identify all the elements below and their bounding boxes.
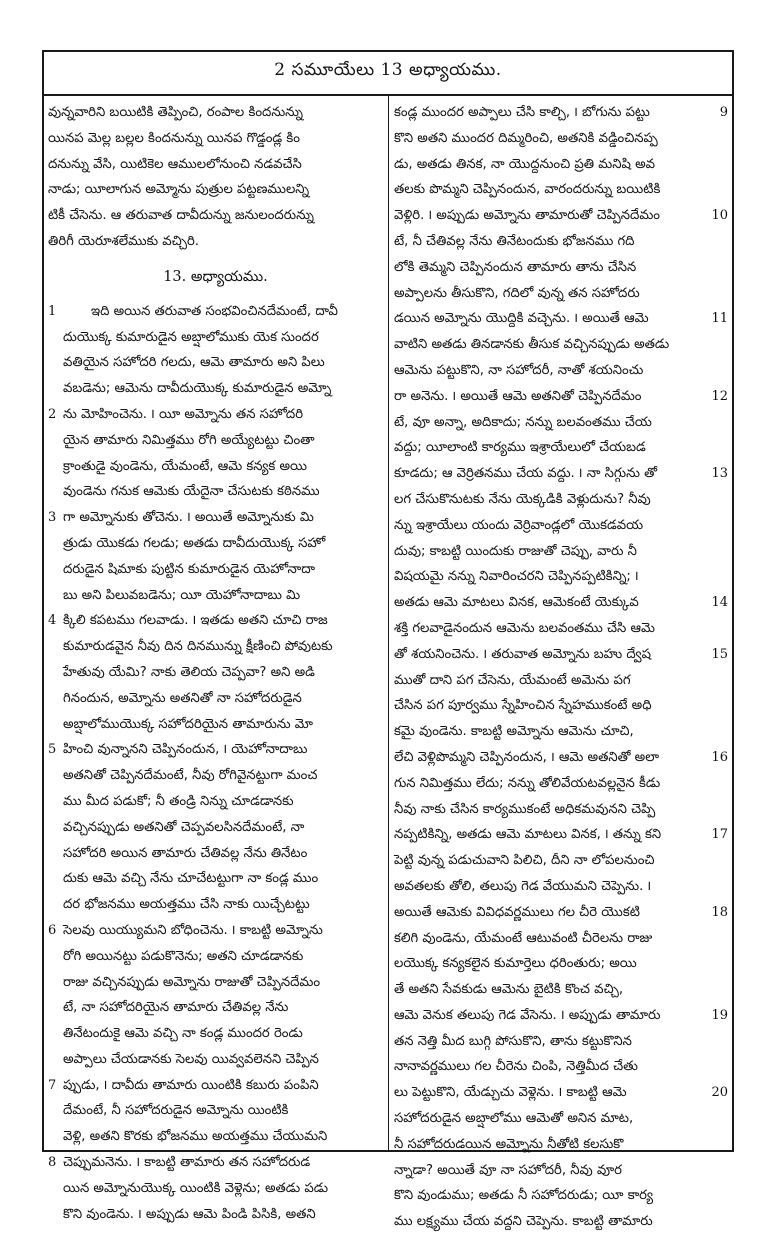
text-line: నాడు; యీలాగున అమ్మోను పుత్రుల పట్టణములన్ని — [48, 182, 310, 198]
text-line — [394, 771, 728, 797]
text-line — [394, 152, 728, 178]
verse-text: తన నెత్తి మీద బుగ్గి పోసుకొని, తాను కట్టుకొనిన — [394, 1033, 632, 1049]
verse-text: గా అమ్నోనుకు తోచెను. ౹ అయితే అమ్నోనుకు మి — [63, 510, 314, 526]
verse-number: 17 — [709, 822, 728, 848]
text-line — [48, 763, 383, 789]
verse-number: 1 — [48, 303, 57, 319]
text-line — [48, 686, 383, 712]
text-line — [394, 435, 728, 461]
verse-text: లోకి తెమ్మని చెప్పినందున తామారు తాను చేసిన — [394, 259, 637, 275]
text-line — [394, 358, 728, 384]
verse-text: విషయమై నన్ను నివారించరని చెప్పినప్పటికిన్ని; ౹ — [394, 569, 639, 585]
text-line — [394, 306, 728, 332]
verse-number: 10 — [709, 203, 728, 229]
text-line — [48, 660, 383, 686]
text-line — [394, 1080, 728, 1106]
text-line — [48, 608, 383, 634]
text-line: యినప మెల్ల బల్లల కిందనున్ను యినప గొడ్డండ్ల కిం — [48, 130, 300, 146]
text-line — [394, 1132, 728, 1158]
verse-number: 15 — [709, 642, 728, 668]
text-line — [48, 325, 383, 351]
text-line — [48, 479, 383, 505]
verse-text: డు, అతడు తినక, నా యొద్దనుంచి ప్రతి మనిషి అవ — [394, 156, 656, 172]
text-line — [394, 822, 728, 848]
text-line — [48, 402, 383, 428]
text-line — [48, 1073, 383, 1099]
verse-text: హించి వున్నానని చెప్పినందున, ౹ యెహోనాదాబు — [63, 742, 308, 758]
verse-text: నప్పటికిన్ని, అతడు ఆమె మాటలు వినక, ౹ తన్ను కని — [394, 827, 662, 843]
text-line — [48, 1098, 383, 1124]
text-line — [394, 487, 728, 513]
verse-text: కలిగి వుండెను, యేమంటే ఆటువంటి చీరెలను రాజు — [394, 930, 653, 946]
verse-text: గున నిమిత్తము లేదు; నన్ను తోలివేయటవల్లనైన కీడు — [394, 775, 661, 791]
text-line — [394, 1029, 728, 1055]
page-header — [42, 50, 734, 96]
verse-text: నీ సహోదరుడయిన అమ్నోను నీతోటి కలసుకొ — [394, 1136, 624, 1152]
verse-text: అప్పాలను తీసుకొని, గదిలో వున్న తన సహోదరు — [394, 285, 640, 301]
text-line — [48, 995, 383, 1021]
text-line — [48, 1176, 383, 1202]
verse-text: దుకు ఆమె వచ్చి నేను చూచేటట్టుగా నా కండ్ల ముం — [63, 871, 319, 887]
text-line — [48, 583, 383, 609]
text-line — [394, 100, 728, 126]
verse-text: నీవు నాకు చేసిన కార్యముకంటే అధికమవునని చెప్పి — [394, 801, 656, 817]
text-line — [48, 712, 383, 738]
verse-text: యైన తామారు నిమిత్తము రోగి అయ్యేటట్టు చింతా — [63, 432, 315, 448]
verse-text: చేసిన పగ పూర్వము స్నేహించిన స్నేహముకంటే అధి — [394, 698, 652, 714]
verse-number: 8 — [48, 1155, 57, 1171]
text-line — [394, 410, 728, 436]
verse-number: 16 — [709, 745, 728, 771]
verse-text: తలకు పొమ్మని చెప్పినందున, వారందరున్ను బయిటికి — [394, 182, 661, 198]
verse-text: దువు; కాబట్టి యిందుకు రాజుతో చెప్పు, వారు నీ — [394, 543, 637, 559]
verse-text: న్నాడా? అయితే వూ నా సహోదరీ, నీవు వూర — [394, 1162, 622, 1178]
text-line — [394, 126, 728, 152]
text-line — [48, 815, 383, 841]
text-line — [394, 590, 728, 616]
text-line — [48, 557, 383, 583]
text-line — [394, 848, 728, 874]
verse-text: దుయొక్క కుమారుడైన అబ్షాలోముకు యెక సుందర — [63, 329, 319, 345]
verse-text: వుండెను గనుక ఆమెకు యేదైనా చేసుటకు కఠినము — [63, 484, 320, 500]
verse-text: గినందున, అమ్నోను అతనితో నా సహోదరుడైన — [63, 690, 302, 706]
verse-number: 20 — [709, 1080, 728, 1106]
verse-text: లగ చేసుకొనుటకు నేను యెక్కడికి వెళ్లుదును? నీవు — [394, 491, 651, 507]
text-line: దనున్ను వేసి, యిటికెల ఆములలోనుంచి నడవచేసి — [48, 156, 302, 172]
verse-number: 4 — [48, 613, 57, 629]
verse-text: బు అని పిలువబడెను; యీ యెహోనాదాబు మి — [63, 587, 301, 603]
text-line — [48, 841, 383, 867]
verse-text: కుమారుడవైన నీవు దిన దినమున్ను క్షీణించి పోవుటకు — [63, 639, 333, 655]
text-line — [394, 564, 728, 590]
verse-text: కమై వుండెను. కాబట్టి అమ్నోను ఆమెను చూచి, — [394, 724, 634, 740]
verse-number: 11 — [709, 306, 728, 332]
verse-text: అతనితో చెప్పినదేమంటే, నీవు రోగివైనట్టుగా మంచ — [63, 768, 318, 784]
text-line — [48, 1047, 383, 1073]
verse-text: వద్దు; యీలాంటి కార్యము ఇశ్రాయేలులో చేయబడ — [394, 440, 646, 456]
chapter-heading: 13. అధ్యాయము. — [163, 268, 268, 285]
text-line — [394, 797, 728, 823]
verse-text: క్కిలి కపటము గలవాడు. ౹ ఇతడు అతని చూచి రాజ — [63, 613, 328, 629]
text-line — [394, 926, 728, 952]
text-line: తిరిగీ యెరూశలేముకు వచ్చిరి. — [48, 233, 200, 249]
verse-number: 3 — [48, 510, 57, 526]
text-line — [48, 918, 383, 944]
text-line — [48, 789, 383, 815]
verse-text: ముతో దాని పగ చేసెను, యేమంటే అమెను పగ — [394, 672, 631, 688]
page-title: 2 సమూయేలు 13 అధ్యాయము. — [274, 60, 502, 80]
text-line — [394, 693, 728, 719]
text-line — [394, 900, 728, 926]
verse-text: టే, వూ అన్నా, అదికాదు; నన్ను బలవంతము చేయ — [394, 414, 652, 430]
text-line — [394, 177, 728, 203]
text-line — [48, 1150, 383, 1176]
verse-text: అయితే ఆమెకు వివిధవర్ణములు గల చీరె యొకటి — [394, 904, 640, 920]
verse-text: టే, నా సహోదరియైన తామారు చేతివల్ల నేను — [63, 1000, 289, 1016]
text-line: టికీ చేసెను. ఆ తరువాత దావీదున్ను జనులందరున్ను — [48, 208, 314, 224]
text-line — [48, 944, 383, 970]
verse-text: రా అనెను. ౹ అయితే ఆమె అతనితో చెప్పినదేమం — [394, 388, 642, 404]
verse-text: సహోదరి అయిన తామారు చేతివల్ల నేను తినేటం — [63, 845, 308, 861]
verse-text: అప్పాలు చేయడానకు సెలవు యివ్వవలెనని చెప్పిన — [63, 1051, 319, 1067]
text-line — [394, 539, 728, 565]
text-line — [394, 719, 728, 745]
verse-text: టే, నీ చేతివల్ల నేను తినేటందుకు భోజనము గది — [394, 233, 635, 249]
text-line — [394, 951, 728, 977]
right-column — [394, 100, 728, 1235]
verse-text: రోగి అయినట్టు పడుకొనెను; అతని చూడడానకు — [63, 948, 304, 964]
text-line — [394, 281, 728, 307]
verse-text: అబ్షాలోముయొక్క సహోదరియైన తామారును మో — [63, 716, 313, 732]
text-line — [48, 1124, 383, 1150]
text-line — [394, 461, 728, 487]
verse-text: తో శయనించెను. ౹ తరువాత అమ్నోను బహు ద్వేష — [394, 646, 651, 662]
text-line — [394, 255, 728, 281]
text-line — [394, 1183, 728, 1209]
verse-text: ను మోహించెను. ౹ యీ అమ్నోను తన సహోదరి — [63, 406, 304, 422]
verse-text: రాజు వచ్చినప్పుడు అమ్నోను రాజుతో చెప్పినదేమం — [63, 974, 321, 990]
verse-text: న్ను ఇశ్రాయేలు యందు వెర్రివాండ్లలో యొకడవయ — [394, 517, 644, 533]
verse-text: వబడెను; ఆమెను దావీదుయొక్క కుమారుడైన అమ్నో — [63, 381, 332, 397]
text-line — [48, 428, 383, 454]
verse-text: ఇది అయిన తరువాత సంభవించినదేమంటే, దావీ — [91, 303, 338, 319]
verse-text: కండ్ల ముందర అప్పాలు చేసి కాల్చి, ౹ బోగును పట్టు — [394, 105, 650, 120]
verse-text: లు పెట్టుకొని, యేడ్చుచు వెళ్లెను. ౹ కాబట్టి ఆమె — [394, 1085, 627, 1101]
verse-text: కూడదు; ఆ వెర్రితనము చేయ వద్దు. ౹ నా సిగ్గును తో — [394, 466, 657, 482]
verse-text: అవతలకు తోలి, తలుపు గెడ వేయుమని చెప్పెను. ౹ — [394, 878, 652, 894]
verse-text: యిన అమ్నోనుయొక్క యింటికి వెళ్లెను; అతడు పడు — [63, 1180, 329, 1196]
text-line — [48, 350, 383, 376]
verse-text: సహోదరుడైన అబ్షాలోము ఆమెతో అనిన మాట, — [394, 1111, 634, 1127]
left-column — [48, 100, 383, 1227]
verse-text: పెట్టి వున్న పడుచువాని పిలిచి, దీని నా లోపలనుంచి — [394, 853, 655, 869]
verse-number: 14 — [709, 590, 728, 616]
text-line — [48, 970, 383, 996]
verse-text: వాటిని అతడు తినడానకు తీసుక వచ్చినప్పుడు అతడు — [394, 337, 670, 353]
verse-text: కొని వుండెను. ౹ అప్పుడు ఆమె పిండి పిసికి, అతని — [63, 1206, 316, 1222]
verse-number: 9 — [718, 100, 728, 126]
verse-text: కొని వుండుము; అతడు నీ సహోదరుడు; యీ కార్య — [394, 1188, 653, 1204]
verse-number: 13 — [709, 461, 728, 487]
verse-number: 7 — [48, 1077, 57, 1093]
text-line — [394, 1209, 728, 1235]
verse-text: తే అతని సేవకుడు ఆమెను బైటికి కొంచ వచ్చి, — [394, 982, 624, 998]
text-line — [394, 384, 728, 410]
verse-number: 6 — [48, 922, 57, 938]
verse-text: కొని అతని ముందర దిమ్మరించి, అతనికి వడ్డించినప్ప — [394, 130, 658, 146]
verse-text: ఆమె వెనుక తలుపు గెడ వేసెను. ౹ అప్పుడు తామారు — [394, 1007, 661, 1023]
verse-text: వతియైన సహోదరి గలదు, ఆమె తామారు అని పిలు — [63, 355, 325, 371]
verse-text: డయిన అమ్నోను యొద్దికి వచ్చెను. ౹ అయితే ఆమె — [394, 311, 649, 327]
text-line — [48, 299, 383, 325]
verse-text: దరుడైన షిమాకు పుట్టిన కుమారుడైన యెహోనాదా — [63, 561, 315, 577]
verse-text: ము లక్ష్యము చేయ వద్దని చెప్పెను. కాబట్టి తామారు — [394, 1214, 653, 1230]
verse-text: నానావర్ణములు గల చీరెను చింపి, నెత్తిమీద చేతు — [394, 1059, 638, 1075]
verse-text: దర భోజనము అయత్తము చేసి నాకు యిచ్చేటట్టు — [63, 897, 310, 913]
verse-text: వెళ్లి, అతని కొరకు భోజనము అయత్తము చేయుమని — [63, 1129, 328, 1145]
text-line — [394, 1003, 728, 1029]
verse-text: దేమంటే, నీ సహోదరుడైన అమ్నోను యింటికి — [63, 1103, 289, 1119]
text-line — [394, 229, 728, 255]
verse-text: ప్పుడు, ౹ దావీదు తామారు యింటికి కబురు పంపిని — [63, 1077, 319, 1093]
text-line — [48, 531, 383, 557]
text-line — [48, 634, 383, 660]
verse-text: త్రుడు యొకడు గలడు; అతడు దావీదుయొక్క సహో — [63, 535, 326, 551]
verse-text: తినేటందుకై ఆమె వచ్చి నా కండ్ల ముందర రెండు — [63, 1026, 303, 1042]
text-line — [394, 642, 728, 668]
text-line — [394, 1158, 728, 1184]
text-line — [394, 332, 728, 358]
text-line — [48, 866, 383, 892]
verse-text: లయొక్క కన్యకలైన కుమార్తెలు ధరింతురు; అయి — [394, 956, 637, 972]
text-line — [48, 376, 383, 402]
text-line — [394, 203, 728, 229]
verse-text: హేతువు యేమి? నాకు తెలియ చెప్పవా? అని అడి — [63, 664, 315, 680]
verse-text: లేచి వెళ్లిపొమ్మని చెప్పినందున, ౹ ఆమె అతనితో అలా — [394, 749, 660, 765]
verse-text: చెప్పుమనెను. ౹ కాబట్టి తామారు తన సహోదరుడ — [63, 1155, 311, 1171]
verse-text: వచ్చినప్పుడు అతనితో చెప్పవలసినదేమంటే, నా — [63, 819, 305, 835]
text-line — [394, 1106, 728, 1132]
text-line — [394, 1054, 728, 1080]
verse-text: క్రాంతుడై వుండెను, యేమంటే, ఆమె కన్యక అయి — [63, 458, 308, 474]
text-line — [48, 737, 383, 763]
text-line — [48, 454, 383, 480]
text-line — [394, 513, 728, 539]
text-line — [394, 745, 728, 771]
text-line — [394, 977, 728, 1003]
text-line — [394, 616, 728, 642]
verse-text: అతడు ఆమె మాటలు వినక, ఆమెకంటే యెక్కువ — [394, 595, 639, 611]
text-line — [394, 874, 728, 900]
verse-text: ము మీద పడుకో; నీ తండ్రి నిన్ను చూడడానకు — [63, 793, 294, 809]
text-line — [48, 505, 383, 531]
verse-text: శక్తి గలవాడైనందున ఆమెను బలవంతము చేసి ఆమె — [394, 620, 655, 636]
verse-number: 19 — [709, 1003, 728, 1029]
text-line — [48, 1021, 383, 1047]
verse-number: 12 — [709, 384, 728, 410]
text-line — [394, 668, 728, 694]
text-line: వున్నవారిని బయిటికి తెప్పించి, రంపాల కిందనున్ను — [48, 105, 303, 120]
column-divider — [388, 96, 389, 1152]
verse-number: 18 — [709, 900, 728, 926]
verse-number: 5 — [48, 742, 57, 758]
verse-text: వెళ్లిరి. ౹ అప్పుడు అమ్నోను తామారుతో చెప్పినదేమం — [394, 208, 660, 224]
verse-text: ఆమెను పట్టుకొని, నా సహోదరీ, నాతో శయనించు — [394, 362, 644, 378]
text-line — [48, 1202, 383, 1228]
verse-text: సెలవు యియ్యుమని బోధించెను. ౹ కాబట్టి అమ్నోను — [63, 922, 323, 938]
verse-number: 2 — [48, 406, 57, 422]
text-line — [48, 892, 383, 918]
